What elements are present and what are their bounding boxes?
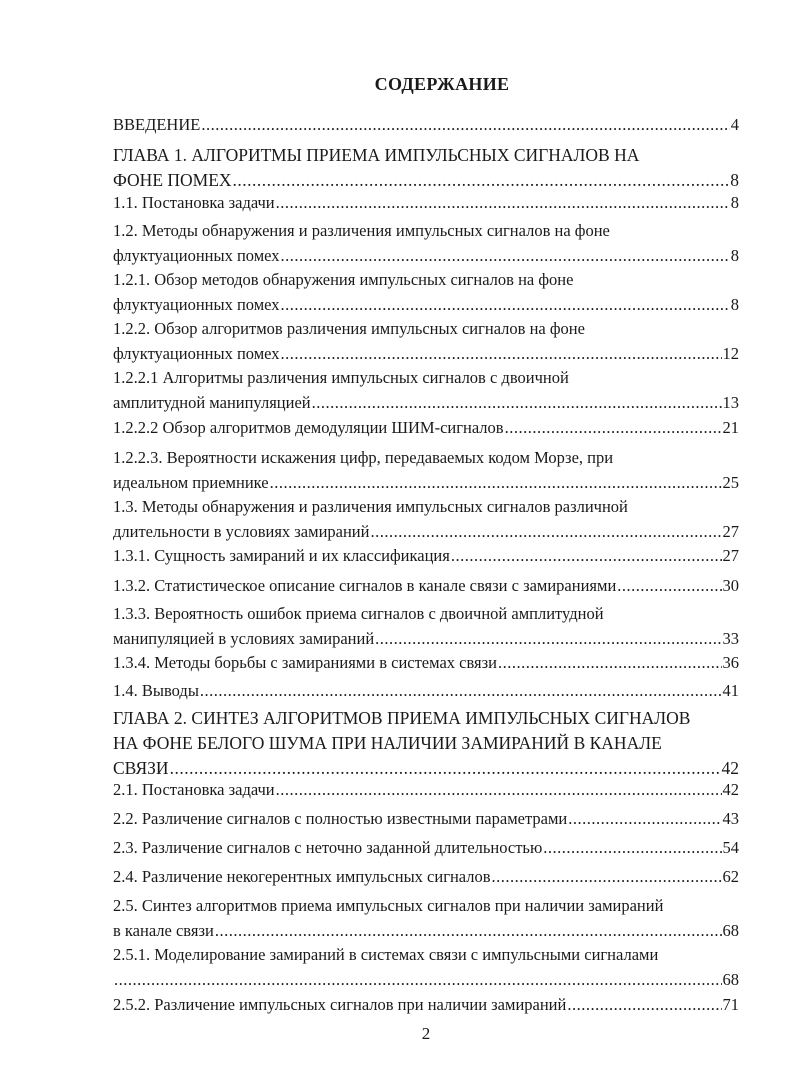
toc-entry-text: ФОНЕ ПОМЕХ [113,170,232,190]
toc-entry-2-1[interactable] [113,777,739,802]
toc-page-number: 42 [721,758,739,778]
toc-entry-text: 2.3. Различение сигналов с неточно заданной длительностью [113,838,543,857]
toc-title: СОДЕРЖАНИЕ [374,74,510,94]
toc-entry-text: 1.3.4. Методы борьбы с замираниями в системах связи [113,653,497,672]
toc-entry-introduction[interactable] [113,112,739,137]
toc-entry-text: 2.5. Синтез алгоритмов приема импульсных сигналов при наличии замираний [113,896,664,915]
leader-dots [276,190,730,215]
toc-entry-text: длительности в условиях замираний [113,522,370,541]
toc-entry-1-1[interactable] [113,190,739,215]
toc-entry-1-2-2-2[interactable] [113,415,739,440]
toc-entry-2-5[interactable] [113,893,739,943]
toc-entry-text: 1.3.3. Вероятность ошибок приема сигналов с двоичной амплитудной [113,604,604,623]
toc-entry-text: 1.1. Постановка задачи [113,193,275,212]
toc-entry-text: 1.3.1. Сущность замираний и их классификация [113,546,450,565]
toc-page-number: 27 [722,522,739,541]
leader-dots [200,678,722,703]
leader-dots [281,341,722,366]
toc-page-number: 41 [722,681,739,700]
toc-entry-1-2[interactable] [113,218,739,268]
leader-dots [492,864,722,889]
toc-entry-1-3-4[interactable] [113,650,739,675]
leader-dots [375,626,721,651]
toc-entry-text: СВЯЗИ [113,758,169,778]
leader-dots [312,390,722,415]
toc-entry-text: флуктуационных помех [113,246,280,265]
toc-page-number: 62 [722,867,739,886]
toc-entry-1-2-1[interactable] [113,267,739,317]
toc-entry-chapter-1[interactable] [113,143,739,193]
toc-page-number: 8 [730,295,739,314]
toc-page-number: 13 [722,393,739,412]
toc-entry-1-3-2[interactable] [113,573,739,598]
toc-entry-text: ВВЕДЕНИЕ [113,115,201,134]
leader-dots [281,243,730,268]
toc-entry-text: идеальном приемнике [113,473,269,492]
leader-dots [114,967,722,992]
toc-entry-text: 1.3.2. Статистическое описание сигналов в канале связи с замираниями [113,576,617,595]
toc-entry-2-3[interactable] [113,835,739,860]
toc-entry-text: 2.5.2. Различение импульсных сигналов при наличии замираний [113,995,567,1014]
toc-page-number: 8 [730,246,739,265]
toc-page-number: 4 [730,115,739,134]
toc-page-number: 8 [730,170,739,190]
toc-entry-2-4[interactable] [113,864,739,889]
toc-entry-text: НА ФОНЕ БЕЛОГО ШУМА ПРИ НАЛИЧИИ ЗАМИРАНИЙ В КАНАЛЕ [113,733,662,753]
leader-dots [215,918,722,943]
toc-entry-text: 1.2.2. Обзор алгоритмов различения импульсных сигналов на фоне [113,319,585,338]
toc-page-number: 68 [722,921,739,940]
leader-dots [505,415,722,440]
toc-entry-text: амплитудной манипуляцией [113,393,311,412]
toc-entry-1-2-2-1[interactable] [113,365,739,415]
leader-dots [270,470,722,495]
toc-page-number: 27 [722,546,739,565]
toc-page-number: 42 [722,780,739,799]
leader-dots [543,835,721,860]
toc-entry-text: манипуляцией в условиях замираний [113,629,375,648]
leader-dots [370,519,721,544]
toc-entry-text: 2.2. Различение сигналов с полностью известными параметрами [113,809,568,828]
toc-entry-2-5-1[interactable] [113,942,739,992]
toc-entry-1-3-3[interactable] [113,601,739,651]
toc-entry-text: ГЛАВА 2. СИНТЕЗ АЛГОРИТМОВ ПРИЕМА ИМПУЛЬСНЫХ СИГНАЛОВ [113,708,691,728]
toc-page-number: 71 [722,995,739,1014]
toc-page-number: 43 [722,809,739,828]
toc-entry-text: флуктуационных помех [113,344,280,363]
leader-dots [451,543,722,568]
toc-entry-text: ГЛАВА 1. АЛГОРИТМЫ ПРИЕМА ИМПУЛЬСНЫХ СИГНАЛОВ НА [113,145,640,165]
toc-page-number: 8 [730,193,739,212]
toc-entry-text: 1.3. Методы обнаружения и различения импульсных сигналов различной [113,497,628,516]
toc-entry-text: флуктуационных помех [113,295,280,314]
toc-entry-text: 2.4. Различение некогерентных импульсных сигналов [113,867,491,886]
leader-dots [498,650,722,675]
toc-page-number: 12 [722,344,739,363]
toc-page-number: 68 [722,970,739,989]
toc-page-number: 30 [722,576,739,595]
toc-page-number: 21 [722,418,739,437]
toc-entry-text: 2.1. Постановка задачи [113,780,275,799]
leader-dots [281,292,730,317]
toc-entry-text: в канале связи [113,921,214,940]
toc-entry-chapter-2[interactable] [113,706,739,781]
page-number: 2 [421,1024,431,1043]
toc-entry-2-2[interactable] [113,806,739,831]
toc-entry-text: 1.2. Методы обнаружения и различения импульсных сигналов на фоне [113,221,610,240]
toc-entry-text: 1.2.1. Обзор методов обнаружения импульсных сигналов на фоне [113,270,574,289]
toc-entry-2-5-2[interactable] [113,992,739,1017]
toc-entry-text: 1.2.2.1 Алгоритмы различения импульсных сигналов с двоичной [113,368,569,387]
toc-entry-1-3[interactable] [113,494,739,544]
leader-dots [568,806,721,831]
toc-entry-1-2-2[interactable] [113,316,739,366]
leader-dots [617,573,721,598]
toc-entry-text: 1.2.2.3. Вероятности искажения цифр, передаваемых кодом Морзе, при [113,448,614,467]
toc-entry-text: 1.2.2.2 Обзор алгоритмов демодуляции ШИМ-сигналов [113,418,504,437]
toc-entry-1-3-1[interactable] [113,543,739,568]
leader-dots [276,777,722,802]
toc-page-number: 36 [722,653,739,672]
toc-entry-1-4[interactable] [113,678,739,703]
toc-page-number: 54 [722,838,739,857]
toc-entry-text: 1.4. Выводы [113,681,199,700]
leader-dots [201,112,729,137]
toc-entry-1-2-2-3[interactable] [113,445,739,495]
leader-dots [567,992,721,1017]
toc-entry-text: 2.5.1. Моделирование замираний в системах связи с импульсными сигналами [113,945,659,964]
toc-page-number: 25 [722,473,739,492]
toc-page-number: 33 [722,629,739,648]
